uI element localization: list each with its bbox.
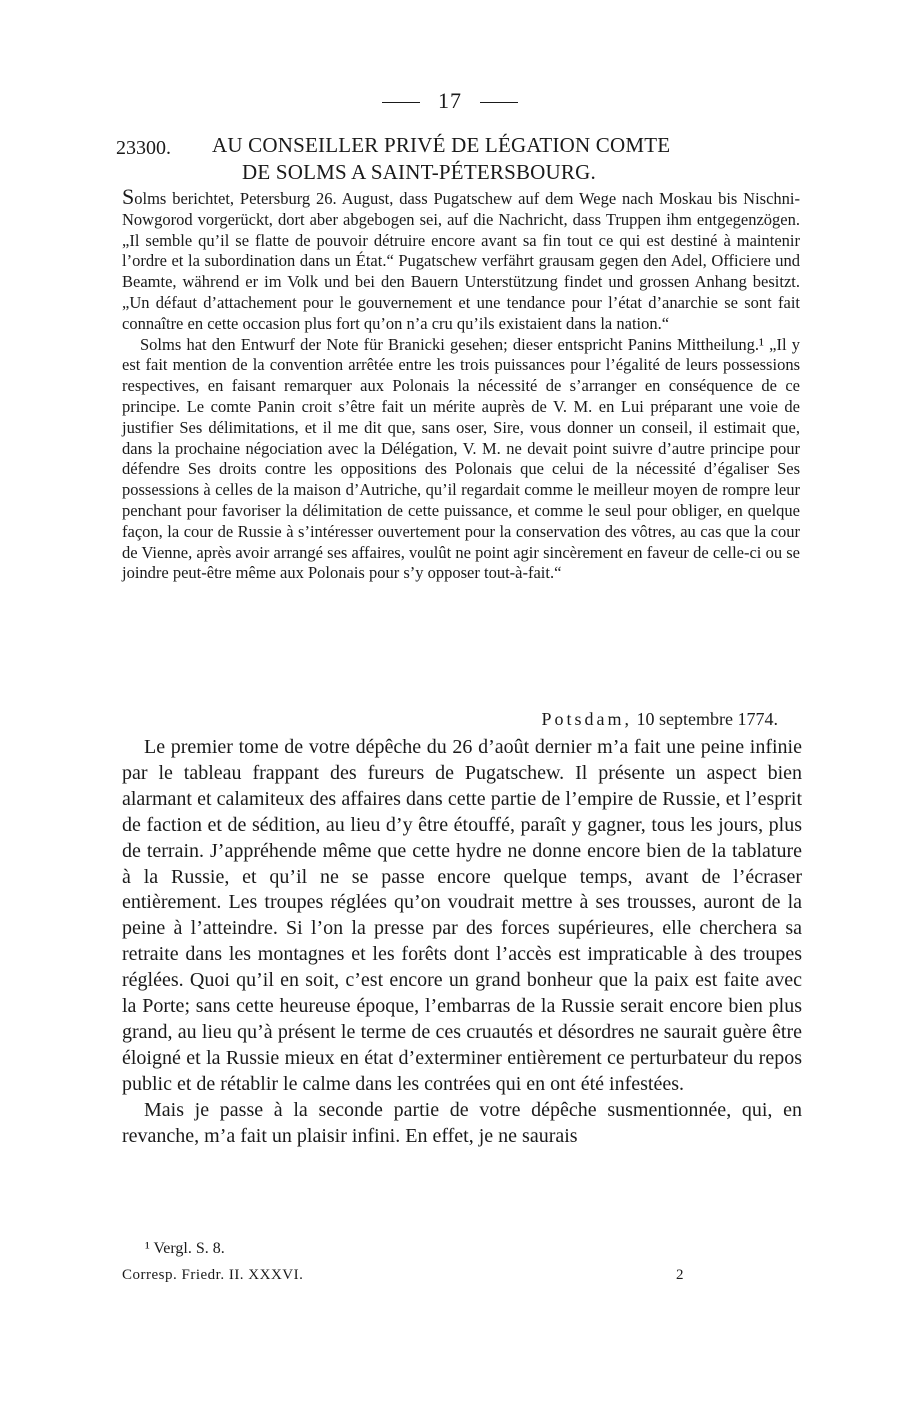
summary-paragraph-1-text: olms berichtet, Petersburg 26. August, dass Pugatschew auf dem Wege nach Moskau bis Nischni-Nowgorod vorgerückt, dort aber abgebogen sei, auf die Nachricht, dass Truppen ihm entgegenzögen. „Il semble qu’il se flatte de pouvoir détruire encore avant sa fin tout ce qui est destiné à maintenir l’ordre et la subordination dans un État.“ Pugatschew verfährt grausam gegen den Adel, Officiere und Beamte, während er im Volk und bei den Bauern Unterstützung findet und grossen Anhang besitzt. „Un défaut d’attachement pour le gouvernement et une tendance pour l’état d’anarchie se sont fait connaître en cette occasion plus fort qu’on n’a cru qu’ils existaient dans la nation.“ — [122, 189, 800, 333]
summary-block — [122, 184, 800, 584]
dateline-place: Potsdam, — [541, 709, 633, 729]
heading-line-2: DE SOLMS A SAINT-PÉTERSBOURG. — [242, 160, 596, 184]
letter-paragraph-2: Mais je passe à la seconde partie de votre dépêche susmentionnée, qui, en revanche, m’a fait un plaisir infini. En effet, je ne saurais — [122, 1098, 802, 1147]
heading-line-1: AU CONSEILLER PRIVÉ DE LÉGATION COMTE — [212, 133, 671, 157]
left-dash — [382, 102, 420, 103]
letter-body — [122, 735, 802, 1150]
summary-paragraph-2: Solms hat den Entwurf der Note für Branicki gesehen; dieser entspricht Panins Mittheilung.¹ „Il y est fait mention de la convention arrêtée entre les trois puissances pour l’égalité de leurs possessions respectives, en faisant remarquer aux Polonais la nécessité de s’arranger en conséquence de ce principe. Le comte Panin croit s’être fait un mérite auprès de V. M. en Lui préparant une voie de justifier Ses délimitations, et il me dit que, sans oser, Sire, vous donner un conseil, il estimait que, dans la prochaine négociation avec la Délégation, V. M. ne devait point suivre d’autre principe pour défendre Ses droits contre les oppositions des Polonais que celui de la nécessité d’égaliser Ses possessions à celles de la maison d’Autriche, qu’il regardait comme le meilleur moyen de rompre leur penchant pour favoriser la délimitation de cette puissance, et comme le seul pour obliger, en quelque façon, la cour de Russie à s’intéresser ouvertement pour la conservation des vôtres, au cas que la cour de Vienne, après avoir arrangé ses affaires, voulût ne point agir sincèrement en faveur de celle-ci ou se joindre peut-être même aux Polonais pour s’y opposer tout-à-fait.“ — [122, 334, 800, 583]
dateline-date: 10 septembre 1774. — [636, 709, 778, 729]
letter-paragraph-1: Le premier tome de votre dépêche du 26 d’août dernier m’a fait une peine infinie par le tableau frappant des fureurs de Pugatschew. Il présente un aspect bien alarmant et calamiteux des affaires dans cette partie de l’empire de Russie, et l’esprit de faction et de sédition, au lieu d’y être étouffé, paraît y gagner, tous les jours, plus de terrain. J’appréhende même que cette hydre ne donne encore bien de la tablature à la Russie, et qu’il ne se passe encore quelque temps, avant de l’écraser entièrement. Les troupes réglées qu’on voudrait mettre à ses trousses, auront de la peine à l’atteindre. Si l’on la presse par des forces supérieures, elle cherchera sa retraite dans les montagnes et les forêts dont l’accès est impraticable à des troupes réglées. Quoi qu’il en soit, c’est encore un grand bonheur que la paix est faite avec la Porte; sans cette heureuse époque, l’embarras de la Russie serait encore bien plus grand, au lieu qu’à présent le terme de ces cruautés et désordres ne saurait guère être éloigné et la Russie mieux en état d’exterminer entièrement ce perturbateur du repos public et de rétablir le calme dans les contrées qui en ont été infestées. — [122, 736, 802, 1095]
footnote: ¹ Vergl. S. 8. — [145, 1240, 225, 1257]
page-number — [0, 88, 900, 114]
signature-line: Corresp. Friedr. II. XXXVI. — [122, 1267, 304, 1283]
summary-initial: S — [122, 184, 135, 209]
page-number-text: 17 — [438, 88, 462, 113]
summary-paragraph-1 — [122, 184, 800, 335]
dateline — [542, 709, 778, 730]
sheet-number: 2 — [676, 1267, 684, 1283]
right-dash — [480, 102, 518, 103]
letter-number: 23300. — [116, 137, 171, 159]
